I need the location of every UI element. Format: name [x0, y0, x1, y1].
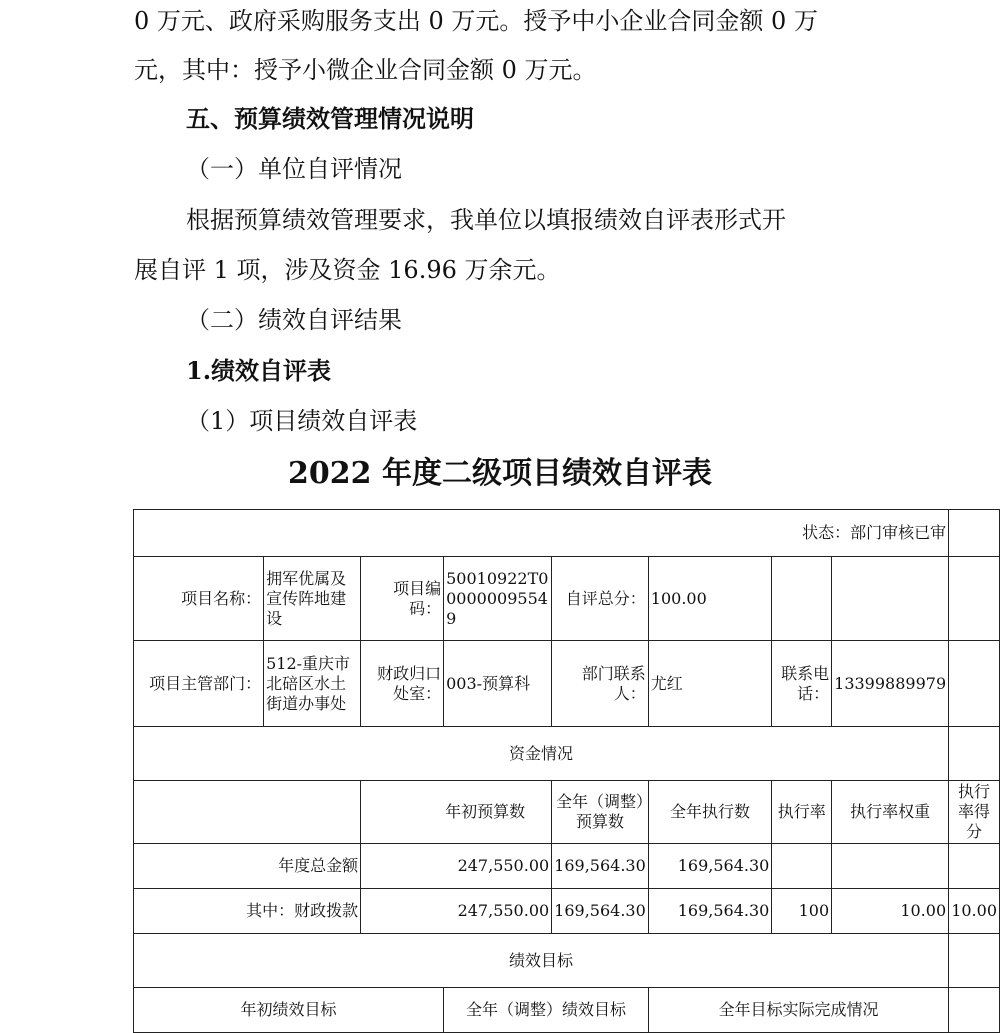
row-total-initial: 247,550.00: [361, 844, 552, 889]
table-title: 2022 年度二级项目绩效自评表: [288, 456, 712, 491]
paragraph-line: 元，其中：授予小微企业合同金额 0 万元。: [134, 56, 597, 84]
funds-section-header: 资金情况: [134, 727, 949, 781]
phone-label: 联系电话：: [772, 641, 832, 727]
row-fiscal-executed: 169,564.30: [648, 889, 772, 934]
col-weight: 执行率权重: [832, 781, 949, 844]
row-total-label: 年度总金额: [134, 844, 361, 889]
contact-value: 尤红: [648, 641, 772, 727]
col-executed: 全年执行数: [648, 781, 772, 844]
status-cell: 状态：部门审核已审: [134, 510, 949, 557]
row-fiscal-weight: 10.00: [832, 889, 949, 934]
finance-label: 财政归口处室：: [361, 641, 444, 727]
row-total-executed: 169,564.30: [648, 844, 772, 889]
row-total-adjusted: 169,564.30: [552, 844, 649, 889]
contact-label: 部门联系人：: [552, 641, 649, 727]
project-name-value: 拥军优属及宣传阵地建设: [264, 557, 361, 641]
dept-value: 512-重庆市北碚区水土街道办事处: [264, 641, 361, 727]
evaluation-table: [133, 509, 1000, 1033]
col-rate: 执行率: [772, 781, 832, 844]
project-code-value: 50010922T000000095549: [444, 557, 552, 641]
paragraph-line: 展自评 1 项，涉及资金 16.96 万余元。: [134, 256, 561, 284]
row-fiscal-adjusted: 169,564.30: [552, 889, 649, 934]
score-value: 100.00: [648, 557, 772, 641]
row-fiscal-score: 10.00: [949, 889, 1000, 934]
subsection-heading: （二）绩效自评结果: [186, 306, 402, 334]
col-initial-budget: 年初预算数: [361, 781, 552, 844]
finance-value: 003-预算科: [444, 641, 552, 727]
col-rate-score: 执行率得分: [949, 781, 1000, 844]
score-label: 自评总分：: [552, 557, 649, 641]
goal-adjusted-header: 全年（调整）绩效目标: [444, 988, 649, 1033]
goal-section-header: 绩效目标: [134, 934, 949, 988]
goal-initial-header: 年初绩效目标: [134, 988, 444, 1033]
project-name-label: 项目名称：: [134, 557, 264, 641]
paragraph-line: 根据预算绩效管理要求，我单位以填报绩效自评表形式开: [186, 206, 786, 234]
paragraph-line: 0 万元、政府采购服务支出 0 万元。授予中小企业合同金额 0 万: [134, 7, 818, 35]
row-fiscal-label: 其中：财政拨款: [134, 889, 361, 934]
phone-value: 13399889979: [832, 641, 949, 727]
subsection-heading: （1）项目绩效自评表: [186, 407, 418, 435]
section-heading: 五、预算绩效管理情况说明: [186, 104, 474, 133]
project-code-label: 项目编码：: [361, 557, 444, 641]
subsection-heading: （一）单位自评情况: [186, 155, 402, 183]
subsection-heading: 1.绩效自评表: [186, 356, 332, 385]
dept-label: 项目主管部门：: [134, 641, 264, 727]
row-fiscal-rate: 100: [772, 889, 832, 934]
goal-actual-header: 全年目标实际完成情况: [648, 988, 948, 1033]
row-fiscal-initial: 247,550.00: [361, 889, 552, 934]
col-adjusted-budget: 全年（调整）预算数: [552, 781, 649, 844]
